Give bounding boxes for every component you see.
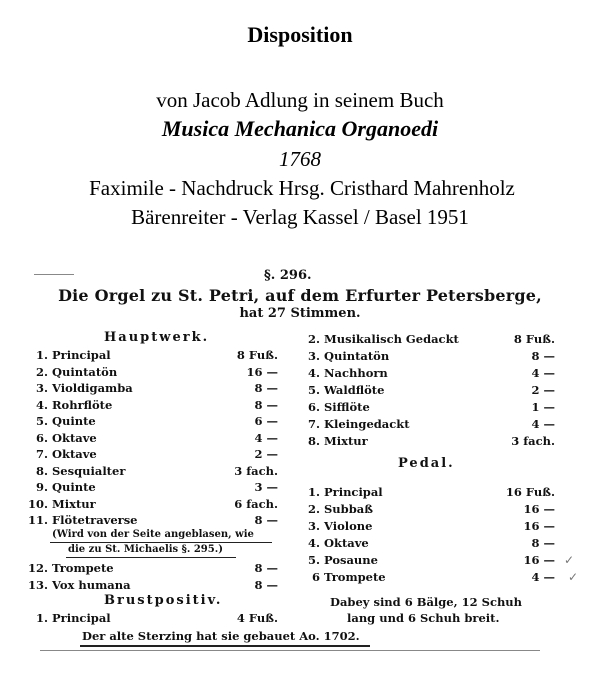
stop-row	[300, 416, 555, 432]
stop-number: 3.	[307, 349, 320, 363]
footnote-underline	[66, 557, 236, 558]
publisher-line: Bärenreiter - Verlag Kassel / Basel 1951	[131, 205, 469, 229]
stop-number: 3.	[307, 519, 320, 533]
stop-number: 4.	[35, 397, 48, 412]
bellows-line-2: lang und 6 Schuh breit.	[347, 611, 500, 625]
stop-name: Sifflöte	[324, 400, 370, 414]
stop-number: 9.	[35, 480, 48, 494]
stop-number: 6	[311, 570, 320, 584]
stop-name: Quinte	[52, 414, 96, 428]
stop-row	[28, 347, 278, 363]
stop-number: 1.	[35, 348, 48, 362]
stop-number: 13.	[28, 577, 49, 592]
facsimile-line: Faximile - Nachdruck Hrsg. Cristhard Mahrenholz	[89, 176, 515, 200]
stop-name: Quinte	[52, 480, 96, 494]
section-number: §. 296.	[264, 268, 312, 283]
stop-row	[28, 446, 278, 462]
organ-subheading: hat 27 Stimmen.	[239, 306, 361, 321]
stop-name: Vox humana	[52, 577, 131, 592]
stop-size: 4 Fuß.	[236, 611, 278, 625]
stop-number: 5.	[307, 553, 320, 567]
author-line: von Jacob Adlung in seinem Buch	[156, 88, 444, 112]
stop-number: 11.	[28, 513, 49, 527]
stop-size: 8 —	[254, 561, 278, 575]
stop-number: 7.	[307, 417, 320, 431]
stop-row	[300, 348, 555, 364]
stop-name: Mixtur	[324, 434, 368, 448]
bellows-line-1: Dabey sind 6 Bälge, 12 Schuh	[330, 595, 523, 609]
stop-name: Subbaß	[324, 502, 373, 516]
stop-row	[28, 463, 278, 479]
stop-size: 8 —	[254, 381, 278, 395]
stop-size: 4 —	[531, 417, 555, 431]
stop-number: 10.	[28, 496, 49, 511]
stop-row	[300, 433, 555, 449]
stop-size: 2 —	[531, 383, 555, 397]
stop-row	[28, 610, 278, 626]
stop-row	[28, 364, 278, 380]
footnote-underline	[50, 542, 272, 543]
stop-name: Violone	[324, 519, 373, 533]
stop-number: 8.	[307, 434, 320, 448]
stop-size: 8 Fuß.	[513, 332, 555, 346]
stop-size: 16 —	[246, 364, 278, 379]
stop-number: 8.	[35, 463, 48, 478]
stop-name: Sesquialter	[52, 463, 126, 478]
stop-name: Kleingedackt	[324, 417, 410, 431]
scan-mark	[34, 274, 74, 275]
stop-row	[28, 577, 278, 593]
stop-size: 16 Fuß.	[505, 485, 555, 499]
stop-size: 8 —	[531, 536, 555, 550]
stop-name: Principal	[52, 611, 111, 625]
stop-number: 12.	[28, 561, 49, 575]
stop-number: 1.	[35, 611, 48, 625]
stop-name: Trompete	[52, 561, 114, 575]
stop-row	[300, 569, 555, 585]
stop-row	[28, 397, 278, 413]
organ-heading: Die Orgel zu St. Petri, auf dem Erfurter Petersberge,	[58, 286, 542, 305]
stop-size: 1 —	[531, 400, 555, 414]
stop-size: 8 Fuß.	[236, 348, 278, 362]
stop-row	[300, 484, 555, 500]
stop-number: 5.	[307, 383, 320, 397]
stop-number: 4.	[307, 536, 320, 550]
stop-row	[300, 552, 555, 568]
stop-number: 2.	[307, 332, 320, 346]
stop-row	[28, 479, 278, 495]
stop-size: 2 —	[254, 447, 278, 461]
stop-number: 7.	[35, 447, 48, 461]
stop-row	[28, 380, 278, 396]
stop-name: Musikalisch Gedackt	[324, 332, 459, 346]
hauptwerk-title: Hauptwerk.	[104, 330, 210, 345]
stop-number: 1.	[307, 485, 320, 499]
stop-name: Rohrflöte	[52, 397, 113, 412]
book-year: 1768	[279, 147, 321, 171]
stop-size: 8 —	[254, 397, 278, 412]
stop-size: 16 —	[523, 519, 555, 533]
stop-number: 6.	[307, 400, 320, 414]
stop-size: 3 fach.	[234, 463, 278, 478]
stop-row	[300, 365, 555, 381]
stop-name: Waldflöte	[324, 383, 385, 397]
stop-size: 6 fach.	[234, 496, 278, 511]
stop-row	[28, 413, 278, 429]
pencil-mark: ✓	[568, 570, 579, 584]
stop-size: 8 —	[254, 577, 278, 592]
stop-name: Posaune	[324, 553, 378, 567]
stop-number: 6.	[35, 430, 48, 445]
stop-name: Mixtur	[52, 496, 96, 511]
pencil-mark: ✓	[564, 553, 575, 567]
stop-name: Quintatön	[52, 364, 118, 379]
stop-name: Flötetraverse	[52, 513, 138, 527]
stop-size: 3 fach.	[511, 434, 555, 448]
stop-row	[28, 560, 278, 576]
stop-name: Violdigamba	[52, 381, 133, 395]
stop-size: 16 —	[523, 502, 555, 516]
footnote-line-1: (Wird von der Seite angeblasen, wie	[52, 529, 254, 540]
stop-name: Quintatön	[324, 349, 390, 363]
stop-row	[300, 535, 555, 551]
stop-name: Oktave	[324, 536, 369, 550]
bottom-rule	[40, 650, 540, 651]
stop-row	[300, 399, 555, 415]
stop-name: Trompete	[324, 570, 386, 584]
stop-row	[28, 430, 278, 446]
stop-number: 2.	[307, 502, 320, 516]
stop-size: 4 —	[531, 570, 555, 584]
stop-size: 4 —	[531, 366, 555, 380]
stop-number: 3.	[35, 381, 48, 395]
stop-row	[300, 382, 555, 398]
book-title: Musica Mechanica Organoedi	[161, 116, 439, 141]
stop-name: Nachhorn	[324, 366, 388, 380]
stop-size: 3 —	[254, 480, 278, 494]
stop-number: 5.	[35, 414, 48, 428]
builder-underline	[80, 645, 370, 647]
stop-name: Oktave	[52, 447, 97, 461]
stop-size: 16 —	[523, 553, 555, 567]
stop-number: 4.	[307, 366, 320, 380]
stop-number: 2.	[35, 364, 48, 379]
stop-row	[28, 496, 278, 512]
stop-name: Oktave	[52, 430, 97, 445]
footnote-line-2: die zu St. Michaelis §. 295.)	[68, 544, 223, 555]
stop-size: 4 —	[254, 430, 278, 445]
page-title: Disposition	[247, 22, 353, 47]
stop-row	[300, 331, 555, 347]
stop-row	[300, 501, 555, 517]
pedal-title: Pedal.	[398, 456, 455, 471]
stop-name: Principal	[324, 485, 383, 499]
stop-size: 8 —	[531, 349, 555, 363]
builder-line: Der alte Sterzing hat sie gebauet Ao. 1702.	[82, 629, 360, 643]
brustpositiv-title: Brustpositiv.	[104, 593, 223, 608]
stop-row	[28, 512, 278, 528]
stop-size: 8 —	[254, 513, 278, 527]
stop-row	[300, 518, 555, 534]
stop-size: 6 —	[254, 414, 278, 428]
stop-name: Principal	[52, 348, 111, 362]
